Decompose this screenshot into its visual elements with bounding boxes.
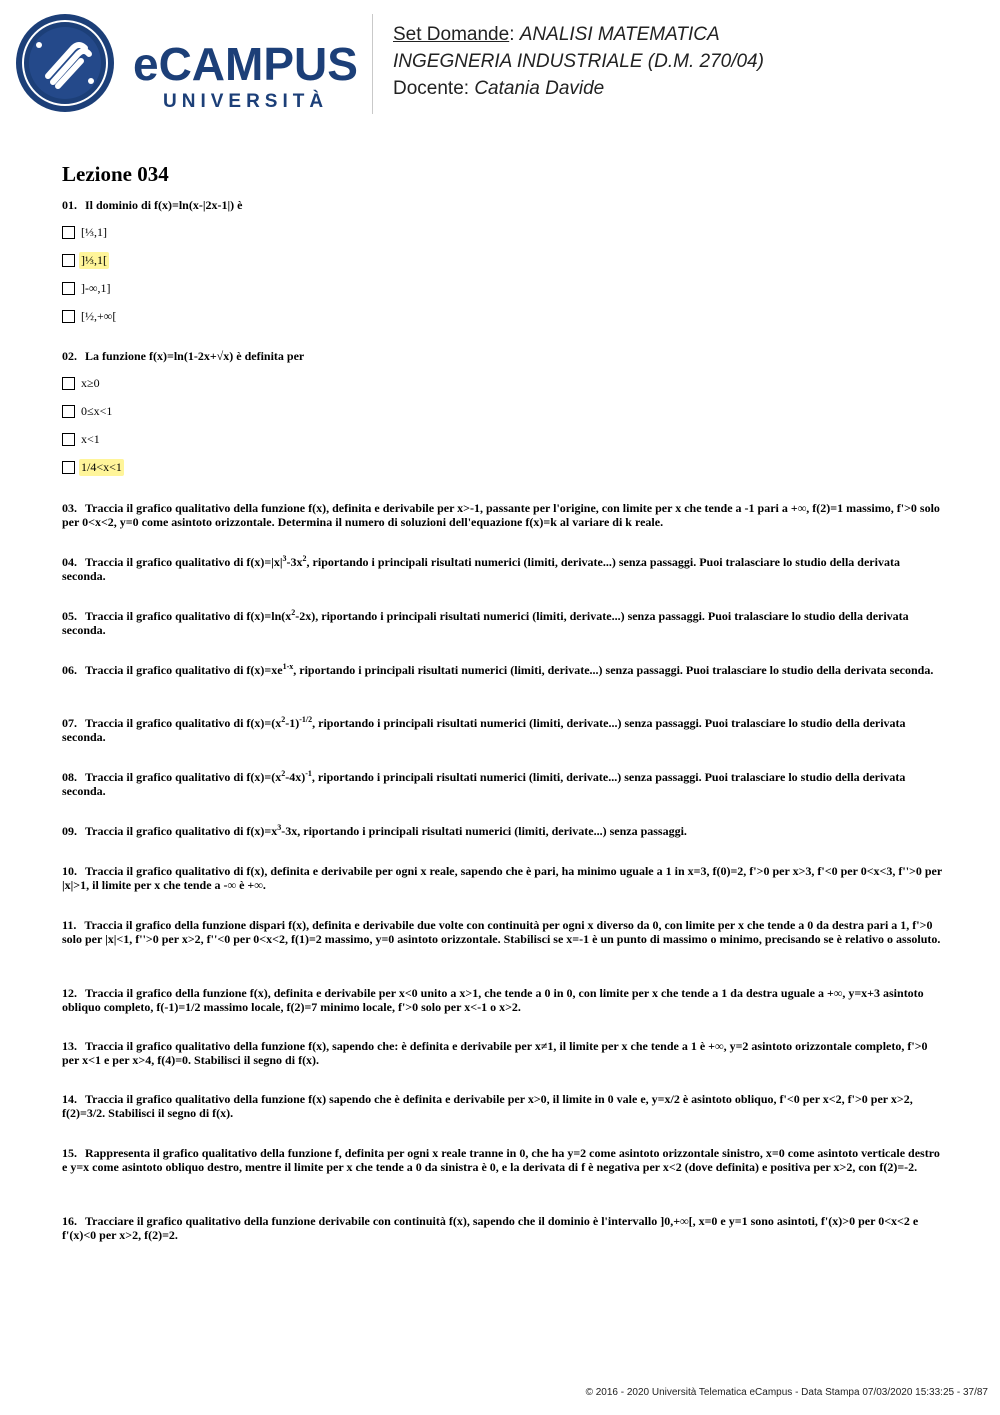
set-value: ANALISI MATEMATICA — [519, 24, 720, 45]
checkbox[interactable] — [62, 377, 75, 390]
question-text: Traccia il grafico qualitativo della funzione f(x), definita e derivabile per x>-1, passante per l'origine, con limite per x che tende a -1 pari a +∞, f(2)=1 massimo, f'>0 solo per 0<x<2, y=0 come asintoto orizzontale. Determina il numero di soluzioni dell'equazione f(x)=k al variare di k reale. — [62, 501, 940, 529]
question-text: -2x), riportando i principali risultati numerici (limiti, derivate...) senza passaggi. Puoi tralasciare lo studio della derivata seconda. — [62, 609, 909, 637]
checkbox[interactable] — [62, 310, 75, 323]
lesson-title: Lezione 034 — [62, 162, 169, 186]
option-label-highlighted: 1/4<x<1 — [81, 459, 122, 474]
option-01-c[interactable] — [62, 280, 113, 296]
question-text: Traccia il grafico qualitativo di f(x)=ln(x — [85, 609, 292, 623]
question-number: 13. — [62, 1039, 77, 1053]
exponent: 1-x — [282, 662, 294, 671]
question-13 — [62, 1039, 942, 1067]
question-text: Traccia il grafico qualitativo di f(x)=x — [85, 824, 278, 838]
question-03 — [62, 501, 942, 529]
question-text: Traccia il grafico qualitativo di f(x)=(x — [85, 770, 282, 784]
question-16 — [62, 1214, 942, 1242]
question-text: Traccia il grafico della funzione f(x), definita e derivabile per x<0 unito a x>1, che tende a 0 in 0, con limite per x che tende a 1 da destra uguale a +∞, y=x+3 asintoto obliquo completo, f(-1)=1/2 massimo locale, f(2)=7 minimo locale, f'>0 solo per x<-1 o x>2. — [62, 986, 924, 1014]
docente-name: Catania Davide — [474, 78, 605, 99]
option-label: 0≤x<1 — [81, 403, 113, 418]
question-02 — [62, 349, 942, 363]
question-10 — [62, 864, 942, 892]
question-text: -1) — [285, 716, 300, 730]
logo-emblem-icon — [16, 14, 114, 112]
question-number: 15. — [62, 1146, 77, 1160]
page-footer: © 2016 - 2020 Università Telematica eCampus - Data Stampa 07/03/2020 15:33:25 - 37/87 — [585, 1387, 988, 1398]
question-text: Traccia il grafico della funzione dispari f(x), definita e derivabile due volte con continuità per ogni x diverso da 0, con limite per x che tende a 0 da destra pari a 1, f'>0 solo per |x|<1, f''>0 per x>2, f''<0 per 0<x<2, f(1)=2 massimo, y=0 asintoto orizzontale. Stabilisci se x=-1 è un punto di massimo o minimo, precisando se è relativo o assoluto. — [62, 918, 941, 946]
question-number: 05. — [62, 609, 77, 623]
option-label: [½,+∞[ — [81, 308, 117, 323]
question-text: , riportando i principali risultati numerici (limiti, derivate...) senza passaggi. Puoi tralasciare lo studio della derivata seconda. — [62, 716, 906, 744]
question-text: Traccia il grafico qualitativo di f(x)=(x — [85, 716, 282, 730]
checkbox[interactable] — [62, 254, 75, 267]
course-name: INGEGNERIA INDUSTRIALE (D.M. 270/04) — [393, 51, 764, 72]
question-number: 04. — [62, 555, 77, 569]
question-number: 01. — [62, 198, 77, 212]
question-15 — [62, 1146, 942, 1174]
docente-label: Docente: — [393, 78, 475, 99]
option-label-highlighted: ]⅓,1[ — [81, 252, 107, 267]
course-line — [393, 48, 764, 75]
question-text: , riportando i principali risultati numerici (limiti, derivate...) senza passaggi. Puoi tralasciare lo studio della derivata seconda. — [62, 770, 906, 798]
checkbox[interactable] — [62, 461, 75, 474]
exponent: 2 — [281, 715, 286, 724]
question-number: 16. — [62, 1214, 77, 1228]
question-text: Traccia il grafico qualitativo della funzione f(x), sapendo che: è definita e derivabile per x≠1, il limite per x che tende a 1 è +∞, y=2 asintoto orizzontale completo, f'>0 per x<1 e per x>4, f(4)=0. Stabilisci il segno di f(x). — [62, 1039, 928, 1067]
exponent: 3 — [277, 823, 282, 832]
question-11 — [62, 918, 942, 946]
question-number: 10. — [62, 864, 77, 878]
question-text: Traccia il grafico qualitativo di f(x), definita e derivabile per ogni x reale, sapendo che è pari, ha minimo uguale a 1 in x=3, f(0)=2, f'>0 per x>3, f'<0 per 0<x<3, f''>0 per |x|>1, il limite per x che tende a -∞ è +∞. — [62, 864, 942, 892]
question-number: 03. — [62, 501, 77, 515]
checkbox[interactable] — [62, 405, 75, 418]
exponent: 2 — [291, 608, 296, 617]
question-number: 12. — [62, 986, 77, 1000]
question-text: -3x — [286, 555, 303, 569]
question-07 — [62, 716, 942, 744]
option-02-b[interactable] — [62, 403, 114, 419]
question-text: Tracciare il grafico qualitativo della funzione derivabile con continuità f(x), sapendo che il dominio è l'intervallo ]0,+∞[, x=0 e y=1 sono asintoti, f'(x)>0 per 0<x<2 e f'(x)<0 per x>2, f(2)=2. — [62, 1214, 919, 1242]
question-12 — [62, 986, 942, 1014]
question-06 — [62, 663, 942, 677]
set-label: Set Domande — [393, 24, 510, 45]
checkbox[interactable] — [62, 226, 75, 239]
question-08 — [62, 770, 942, 798]
question-text: Traccia il grafico qualitativo di f(x)=xe — [85, 663, 283, 677]
option-label: x≥0 — [81, 375, 100, 390]
question-04 — [62, 555, 942, 583]
question-number: 08. — [62, 770, 77, 784]
question-text: Il dominio di f(x)=ln(x-|2x-1|) è — [85, 198, 243, 212]
exponent: 2 — [281, 769, 286, 778]
question-number: 11. — [62, 918, 77, 932]
question-09 — [62, 824, 942, 838]
option-01-d[interactable] — [62, 308, 118, 324]
question-01 — [62, 198, 942, 212]
logo-text: eCAMPUS — [133, 38, 358, 90]
question-text: Rappresenta il grafico qualitativo della funzione f, definita per ogni x reale tranne in 0, che ha y=2 come asintoto orizzontale sinistro, x=0 come asintoto verticale destro e y=x come asintoto obliquo destro, mentre il limite per x che tende a 0 da sinistra è 0, e la derivata di f è negativa per x<2 (dove definita) e positiva per x>2, con f(2)=-2. — [62, 1146, 940, 1174]
checkbox[interactable] — [62, 282, 75, 295]
question-number: 14. — [62, 1092, 77, 1106]
exponent: 3 — [282, 554, 287, 563]
question-number: 06. — [62, 663, 77, 677]
question-text: La funzione f(x)=ln(1-2x+√x) è definita per — [85, 349, 305, 363]
option-label: x<1 — [81, 431, 100, 446]
exponent: -1/2 — [299, 715, 313, 724]
question-text: Traccia il grafico qualitativo della funzione f(x) sapendo che è definita e derivabile per x>0, il limite in 0 vale e, y=x/2 è asintoto obliquo, f'<0 per x<2, f'>0 per x>2, f(2)=3/2. Stabilisci il segno di f(x). — [62, 1092, 913, 1120]
option-label: ]-∞,1] — [81, 280, 111, 295]
option-01-a[interactable] — [62, 224, 109, 240]
docente-line — [393, 75, 764, 102]
logo-subtext: UNIVERSITÀ — [163, 91, 329, 112]
question-text: -4x) — [285, 770, 306, 784]
set-sep: : — [509, 24, 520, 45]
question-number: 02. — [62, 349, 77, 363]
exponent: -1 — [305, 769, 312, 778]
header-info — [393, 21, 764, 102]
option-label: [⅓,1] — [81, 224, 107, 239]
question-05 — [62, 609, 942, 637]
option-02-c[interactable] — [62, 431, 102, 447]
question-text: , riportando i principali risultati numerici (limiti, derivate...) senza passaggi. Puoi tralasciare lo studio della derivata seconda. — [293, 663, 934, 677]
question-text: , riportando i principali risultati numerici (limiti, derivate...) senza passaggi. Puoi tralasciare lo studio della derivata seconda. — [62, 555, 900, 583]
question-14 — [62, 1092, 942, 1120]
question-text: -3x, riportando i principali risultati numerici (limiti, derivate...) senza passaggi. — [281, 824, 687, 838]
question-number: 07. — [62, 716, 77, 730]
header-divider — [372, 14, 373, 114]
exponent: 2 — [302, 554, 307, 563]
option-02-d[interactable] — [62, 459, 124, 475]
ecampus-logo — [15, 12, 360, 118]
set-line — [393, 21, 764, 48]
question-text: Traccia il grafico qualitativo di f(x)=|x| — [85, 555, 283, 569]
checkbox[interactable] — [62, 433, 75, 446]
option-02-a[interactable] — [62, 375, 102, 391]
option-01-b[interactable] — [62, 252, 109, 268]
question-number: 09. — [62, 824, 77, 838]
